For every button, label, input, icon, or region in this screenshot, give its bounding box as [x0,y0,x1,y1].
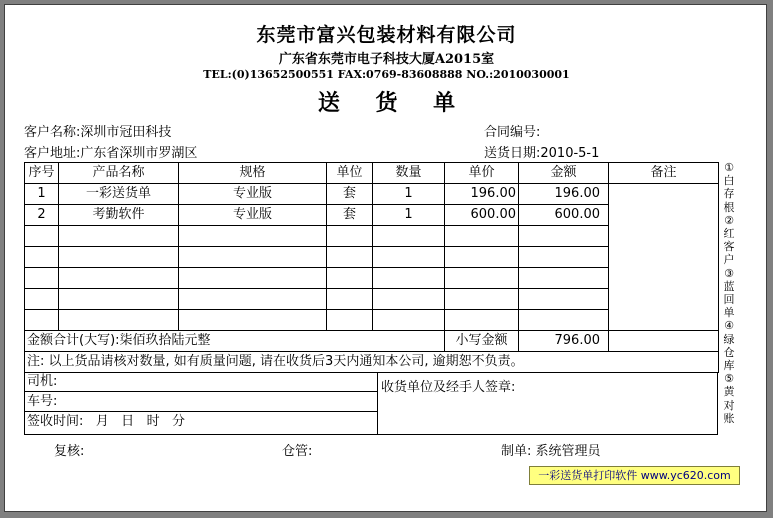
warehouse-label: 仓管: [282,444,313,459]
header-cell: 序号 [25,163,59,184]
note-row [25,352,719,373]
table-cell: 一彩送货单 [59,184,179,205]
table-cell [327,226,373,247]
table-cell [609,331,719,352]
table-cell [59,226,179,247]
software-banner-link[interactable]: 一彩送货单打印软件 www.yc620.com [529,466,740,485]
table-cell: 专业版 [179,205,327,226]
table-cell [59,268,179,289]
table-cell: 2 [25,205,59,226]
table-cell [179,226,327,247]
header-cell: 金额 [519,163,609,184]
remarks-cell [609,184,719,331]
header-cell: 单价 [445,163,519,184]
table-cell: 套 [327,184,373,205]
table-cell [25,310,59,331]
customer-address: 客户地址:广东省深圳市罗湖区 [24,146,198,161]
table-cell [25,268,59,289]
prepared-by-label: 制单: 系统管理员 [501,444,601,459]
company-name: 东莞市富兴包装材料有限公司 [256,24,517,46]
header-cell: 备注 [609,163,719,184]
table-cell [519,268,609,289]
table-cell [445,310,519,331]
table-cell [373,289,445,310]
table-cell [519,310,609,331]
table-cell [445,226,519,247]
table-cell [445,289,519,310]
delivery-date: 送货日期:2010-5-1 [484,146,600,161]
company-contact: TEL:(0)13652500551 FAX:0769-83608888 NO.:2010030001 [203,68,570,81]
table-cell: 196.00 [445,184,519,205]
table-cell [445,247,519,268]
table-cell [25,226,59,247]
document-title: 送 货 单 [317,90,470,116]
vehicle-field: 车号: [25,392,377,412]
goods-table [24,162,719,373]
table-cell: 1 [25,184,59,205]
signature-section [24,372,718,435]
table-cell [59,247,179,268]
table-cell [519,247,609,268]
driver-field: 司机: [25,372,377,392]
table-cell: 考勤软件 [59,205,179,226]
table-cell [327,310,373,331]
table-cell [519,289,609,310]
table-cell: 套 [327,205,373,226]
copy-distribution-note: ①白存根②红客户③蓝回单④绿仓库⑤黄对账 [723,161,735,425]
disclaimer-note: 注: 以上货品请核对数量, 如有质量问题, 请在收货后3天内通知本公司, 逾期恕不负责。 [25,352,719,373]
header-cell: 数量 [373,163,445,184]
table-cell [25,289,59,310]
table-cell: 专业版 [179,184,327,205]
total-small-amount: 796.00 [519,331,609,352]
total-row [25,331,719,352]
table-cell [373,226,445,247]
customer-name: 客户名称:深圳市冠田科技 [24,125,172,140]
table-cell [59,310,179,331]
table-cell: 600.00 [445,205,519,226]
table-cell: 600.00 [519,205,609,226]
company-address: 广东省东莞市电子科技大厦A2015室 [278,52,495,67]
table-cell [327,289,373,310]
table-cell [519,226,609,247]
sign-time-field: 签收时间: 月 日 时 分 [27,414,185,429]
table-cell [25,247,59,268]
receiver-signature-label: 收货单位及经手人签章: [381,380,516,395]
table-cell: 1 [373,205,445,226]
table-cell [179,289,327,310]
total-small-label: 小写金额 [445,331,519,352]
table-cell [179,268,327,289]
review-label: 复核: [54,444,85,459]
total-in-words: 金额合计(大写):柒佰玖拾陆元整 [25,331,445,352]
table-cell [445,268,519,289]
header-cell: 单位 [327,163,373,184]
header-cell: 规格 [179,163,327,184]
table-cell [327,247,373,268]
table-cell [327,268,373,289]
table-cell: 1 [373,184,445,205]
table-cell [59,289,179,310]
table-cell [179,310,327,331]
table-row [25,184,719,205]
table-cell [373,268,445,289]
table-cell [179,247,327,268]
contract-number: 合同编号: [484,125,541,140]
delivery-details [25,372,378,434]
table-header-row [25,163,719,184]
table-cell [373,247,445,268]
header-cell: 产品名称 [59,163,179,184]
table-cell: 196.00 [519,184,609,205]
table-cell [373,310,445,331]
